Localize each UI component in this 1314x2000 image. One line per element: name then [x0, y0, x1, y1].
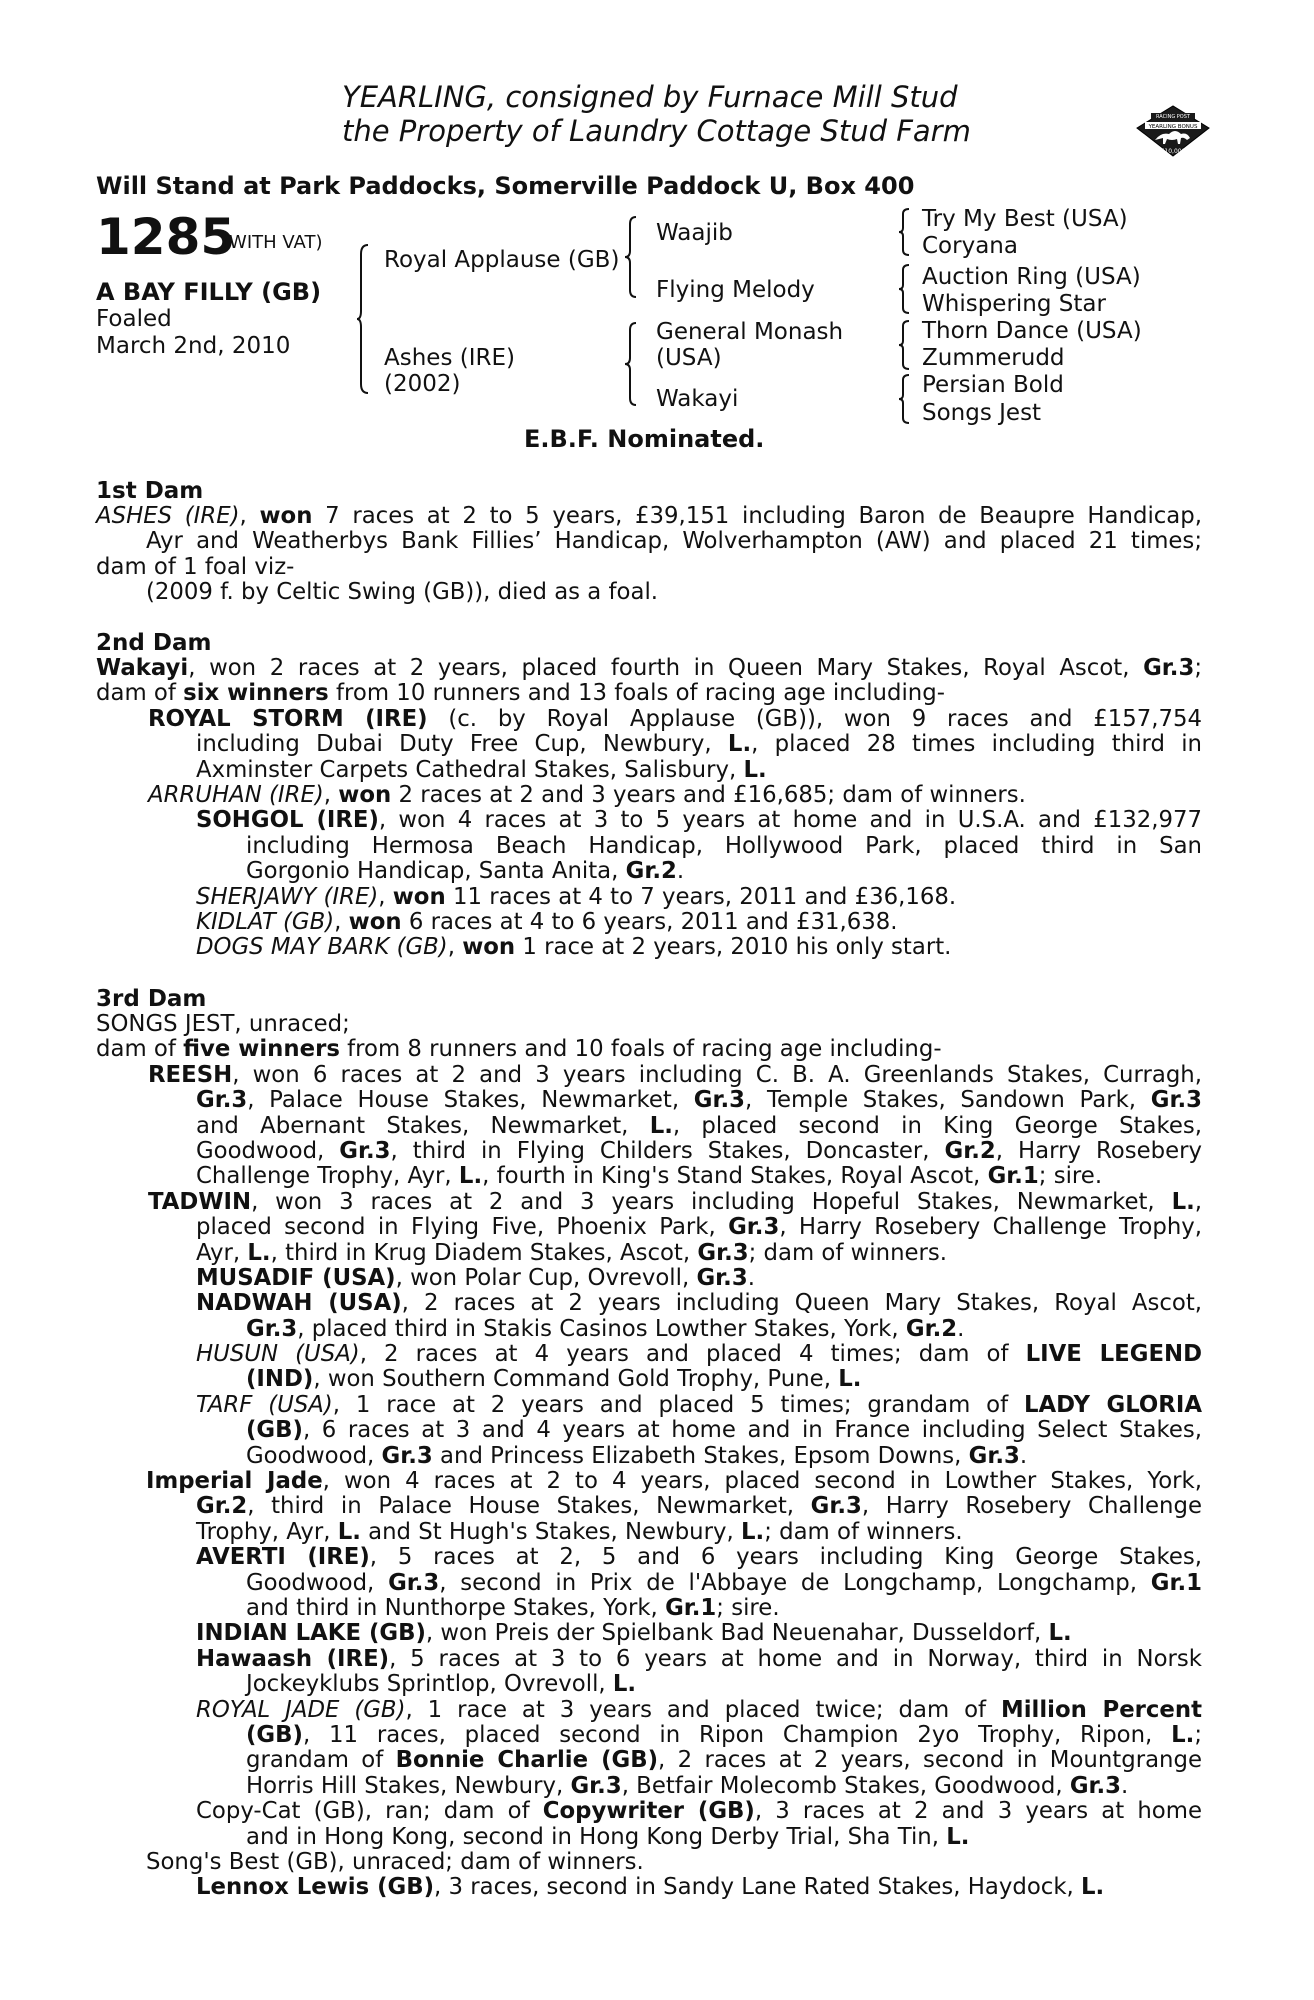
property-line: the Property of Laundry Cottage Stud Farm: [342, 114, 971, 148]
text-line: Goodwood, Gr.3 and Princess Elizabeth Stakes, Epsom Downs, Gr.3.: [246, 1442, 1028, 1469]
text-line: Lennox Lewis (GB), 3 races, second in Sandy Lane Rated Stakes, Haydock, L.: [196, 1874, 1105, 1901]
text-line: Wakayi, won 2 races at 2 years, placed fourth in Queen Mary Stakes, Royal Ascot, Gr.3;: [96, 655, 1202, 681]
text-line: Song's Best (GB), unraced; dam of winners.: [146, 1848, 644, 1875]
first-dam-text: [96, 504, 1202, 606]
text-line: AVERTI (IRE), 5 races at 2, 5 and 6 years including King George Stakes,: [196, 1544, 1202, 1571]
yearling-bonus-badge: [1133, 102, 1213, 164]
text-line: (2009 f. by Celtic Swing (GB)), died as a foal.: [146, 579, 659, 606]
text-line: HUSUN (USA), 2 races at 4 years and placed 4 times; dam of LIVE LEGEND: [196, 1341, 1203, 1368]
pedigree-sire: Royal Applause (GB): [384, 247, 620, 273]
text-line: Trophy, Ayr, L. and St Hugh's Stakes, Newbury, L.; dam of winners.: [196, 1518, 963, 1545]
text-line: NADWAH (USA), 2 races at 2 years including Queen Mary Stakes, Royal Ascot,: [196, 1290, 1202, 1317]
text-line: ASHES (IRE), won 7 races at 2 to 5 years, £39,151 including Baron de Beaupre Handicap,: [96, 503, 1202, 529]
text-line: Gorgonio Handicap, Santa Anita, Gr.2.: [246, 858, 685, 885]
pedigree-ddd: Songs Jest: [922, 400, 1042, 426]
pedigree-dam-year: (2002): [384, 371, 461, 397]
third-dam-heading: 3rd Dam: [96, 986, 207, 1012]
text-line: Challenge Trophy, Ayr, L., fourth in King's Stand Stakes, Royal Ascot, Gr.1; sire.: [196, 1163, 1103, 1190]
text-line: MUSADIF (USA), won Polar Cup, Ovrevoll, Gr.3.: [196, 1264, 755, 1291]
pedigree-dsd: Zummerudd: [922, 345, 1065, 371]
pedigree-sds: Auction Ring (USA): [922, 264, 1141, 290]
text-line: ROYAL JADE (GB), 1 race at 3 years and placed twice; dam of Million Percent: [196, 1696, 1203, 1723]
text-line: Goodwood, Gr.3, third in Flying Childers Stakes, Doncaster, Gr.2, Harry Rosebery: [196, 1137, 1202, 1164]
pedigree-dss: Thorn Dance (USA): [922, 318, 1142, 344]
pedigree-bracket-sire: [624, 216, 638, 298]
text-line: Imperial Jade, won 4 races at 2 to 4 years, placed second in Lowther Stakes, York,: [146, 1468, 1202, 1495]
text-line: ARRUHAN (IRE), won 2 races at 2 and 3 years and £16,685; dam of winners.: [148, 781, 1026, 808]
consignor-line: YEARLING, consigned by Furnace Mill Stud: [342, 80, 958, 114]
stand-location: Will Stand at Park Paddocks, Somerville Paddock U, Box 400: [96, 172, 915, 200]
text-line: Copy-Cat (GB), ran; dam of Copywriter (GB), 3 races at 2 and 3 years at home: [196, 1798, 1202, 1825]
text-line: placed second in Flying Five, Phoenix Park, Gr.3, Harry Rosebery Challenge Trophy,: [196, 1214, 1202, 1241]
text-line: INDIAN LAKE (GB), won Preis der Spielbank Bad Neuenahar, Dusseldorf, L.: [196, 1620, 1072, 1647]
horse-name: A BAY FILLY (GB): [96, 278, 322, 306]
lot-vat: (WITH VAT): [222, 232, 323, 253]
pedigree-bracket-ds: [898, 320, 910, 370]
pedigree-bracket-dam: [624, 322, 638, 406]
first-dam-heading: 1st Dam: [96, 478, 204, 504]
lot-number: 1285: [96, 208, 236, 266]
text-line: Goodwood, Gr.3, second in Prix de l'Abbaye de Longchamp, Longchamp, Gr.1: [246, 1569, 1202, 1596]
pedigree-sire-sire: Waajib: [656, 220, 733, 246]
text-line: SHERJAWY (IRE), won 11 races at 4 to 7 years, 2011 and £36,168.: [196, 883, 957, 910]
text-line: TADWIN, won 3 races at 2 and 3 years including Hopeful Stakes, Newmarket, L.,: [148, 1188, 1202, 1215]
pedigree-bracket-ss: [898, 208, 910, 256]
text-line: dam of six winners from 10 runners and 13 foals of racing age including-: [96, 680, 945, 707]
badge-amount-text: £10,000: [1160, 148, 1186, 155]
pedigree-sss: Try My Best (USA): [922, 206, 1128, 232]
text-line: including Dubai Duty Free Cup, Newbury, L., placed 28 times including third in: [196, 731, 1202, 758]
text-line: (GB), 6 races at 3 and 4 years at home and in France including Select Stakes,: [246, 1417, 1202, 1444]
pedigree-sdd: Whispering Star: [922, 291, 1106, 317]
text-line: Hawaash (IRE), 5 races at 3 to 6 years at home and in Norway, third in Norsk: [196, 1645, 1202, 1672]
badge-mid-text: YEARLING BONUS: [1148, 124, 1198, 130]
text-line: Horris Hill Stakes, Newbury, Gr.3, Betfair Molecomb Stakes, Goodwood, Gr.3.: [246, 1772, 1129, 1799]
text-line: DOGS MAY BARK (GB), won 1 race at 2 years, 2010 his only start.: [196, 934, 952, 961]
pedigree-dam-name: Ashes (IRE): [384, 345, 515, 371]
text-line: SONGS JEST, unraced;: [96, 1011, 350, 1037]
text-line: dam of five winners from 8 runners and 10 foals of racing age including-: [96, 1036, 942, 1063]
pedigree-dam-sire-2: (USA): [656, 345, 722, 371]
text-line: and in Hong Kong, second in Hong Kong Derby Trial, Sha Tin, L.: [246, 1823, 970, 1850]
text-line: Ayr, L., third in Krug Diadem Stakes, Ascot, Gr.3; dam of winners.: [196, 1239, 948, 1266]
text-line: ROYAL STORM (IRE) (c. by Royal Applause (GB)), won 9 races and £157,754: [148, 705, 1202, 732]
text-line: Gr.2, third in Palace House Stakes, Newmarket, Gr.3, Harry Rosebery Challenge: [196, 1493, 1203, 1520]
text-line: (GB), 11 races, placed second in Ripon Champion 2yo Trophy, Ripon, L.;: [246, 1721, 1202, 1748]
text-line: (IND), won Southern Command Gold Trophy, Pune, L.: [246, 1366, 862, 1393]
badge-top-text: RACING POST: [1156, 114, 1190, 120]
foaled-label: Foaled: [96, 306, 172, 332]
text-line: SOHGOL (IRE), won 4 races at 3 to 5 years at home and in U.S.A. and £132,977: [196, 807, 1202, 834]
pedigree-sire-dam: Flying Melody: [656, 277, 815, 303]
pedigree-ssd: Coryana: [922, 233, 1018, 259]
pedigree-bracket-main: [356, 244, 370, 394]
second-dam-heading: 2nd Dam: [96, 630, 212, 656]
text-line: Ayr and Weatherbys Bank Fillies’ Handicap, Wolverhampton (AW) and placed 21 times;: [146, 528, 1202, 555]
text-line: Gr.3, Palace House Stakes, Newmarket, Gr.3, Temple Stakes, Sandown Park, Gr.3: [196, 1087, 1202, 1114]
text-line: Jockeyklubs Sprintlop, Ovrevoll, L.: [246, 1671, 637, 1698]
text-line: Gr.3, placed third in Stakis Casinos Lowther Stakes, York, Gr.2.: [246, 1315, 965, 1342]
ebf-nominated: E.B.F. Nominated.: [524, 425, 765, 453]
text-line: including Hermosa Beach Handicap, Hollywood Park, placed third in San: [246, 832, 1202, 859]
text-line: KIDLAT (GB), won 6 races at 4 to 6 years, 2011 and £31,638.: [196, 908, 898, 935]
text-line: and third in Nunthorpe Stakes, York, Gr.1; sire.: [246, 1594, 780, 1621]
text-line: dam of 1 foal viz-: [96, 553, 295, 580]
pedigree-dam-dam: Wakayi: [656, 386, 739, 412]
yearling-bonus-icon: [1133, 102, 1213, 160]
pedigree-dds: Persian Bold: [922, 372, 1064, 398]
text-line: and Abernant Stakes, Newmarket, L., placed second in King George Stakes,: [196, 1112, 1202, 1139]
second-dam-text: [96, 656, 1202, 961]
pedigree-bracket-sd: [898, 264, 910, 314]
foaled-date: March 2nd, 2010: [96, 333, 291, 359]
text-line: Axminster Carpets Cathedral Stakes, Salisbury, L.: [196, 756, 767, 783]
text-line: TARF (USA), 1 race at 2 years and placed 5 times; grandam of LADY GLORIA: [196, 1391, 1202, 1418]
text-line: REESH, won 6 races at 2 and 3 years including C. B. A. Greenlands Stakes, Curragh,: [148, 1061, 1202, 1088]
text-line: grandam of Bonnie Charlie (GB), 2 races at 2 years, second in Mountgrange: [246, 1747, 1203, 1774]
third-dam-text: [96, 1012, 1202, 1901]
pedigree-bracket-dd: [898, 374, 910, 424]
pedigree-dam-sire-1: General Monash: [656, 319, 844, 345]
